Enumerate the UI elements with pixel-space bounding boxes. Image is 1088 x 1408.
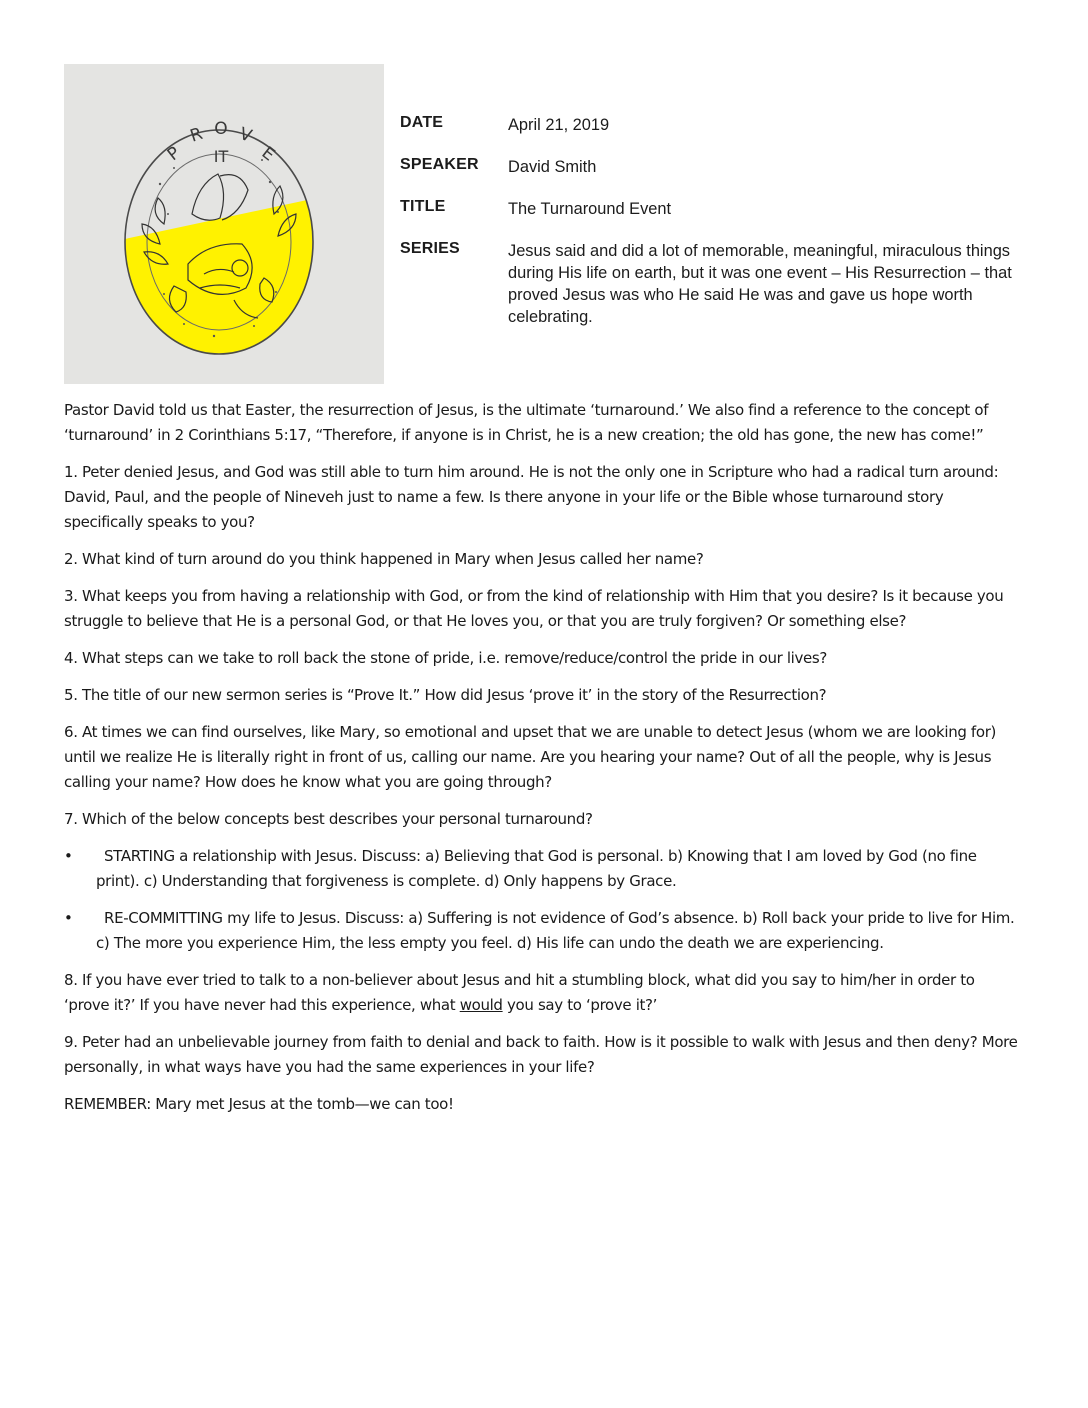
sermon-meta bbox=[400, 114, 1020, 326]
date-row bbox=[400, 114, 1020, 156]
closing-remember: REMEMBER: Mary met Jesus at the tomb—we can too! bbox=[64, 1095, 454, 1113]
question-3: 3. What keeps you from having a relationship with God, or from the kind of relationship with Him that you desire? Is it because you struggle to believe that He is a personal God, or that He loves you, or that you are truly forgiven? Or something else? bbox=[64, 587, 1004, 630]
intro-paragraph: Pastor David told us that Easter, the resurrection of Jesus, is the ultimate ‘turnaround.’ We also find a reference to the concept of ‘turnaround’ in 2 Corinthians 5:17, “Therefore, if anyone is in Christ, he is a new creation; the old has gone, the new has come!” bbox=[64, 401, 989, 444]
series-row bbox=[400, 240, 1020, 326]
series-label: SERIES bbox=[400, 240, 460, 257]
logo-letter: O bbox=[214, 119, 228, 139]
speaker-value: David Smith bbox=[508, 158, 597, 176]
prove-it-emblem-icon bbox=[64, 64, 384, 384]
logo-letter: V bbox=[236, 123, 255, 147]
speaker-row bbox=[400, 156, 1020, 198]
logo-letter: E bbox=[257, 142, 279, 166]
question-2: 2. What kind of turn around do you think happened in Mary when Jesus called her name? bbox=[64, 550, 704, 568]
question-7: 7. Which of the below concepts best describes your personal turnaround? bbox=[64, 810, 593, 828]
series-value: Jesus said and did a lot of memorable, meaningful, miraculous things during His life on earth, but it was one event – His Resurrection – that proved Jesus was who He said He was and gave us hope worth celebrating. bbox=[508, 242, 1012, 326]
question-8-underlined: would bbox=[459, 996, 503, 1014]
bullet-dot-icon: • bbox=[64, 847, 73, 865]
logo-letter: P bbox=[163, 143, 185, 166]
question-8-text: 8. If you have ever tried to talk to a non-believer about Jesus and hit a stumbling block, what did you say to him/her in order to ‘prove it?’ If you have never had this experience, what bbox=[64, 971, 975, 1014]
logo-it-text: IT bbox=[213, 147, 229, 166]
title-value: The Turnaround Event bbox=[508, 200, 672, 218]
date-label: DATE bbox=[400, 114, 444, 131]
question-5: 5. The title of our new sermon series is “Prove It.” How did Jesus ‘prove it’ in the story of the Resurrection? bbox=[64, 686, 827, 704]
question-6: 6. At times we can find ourselves, like Mary, so emotional and upset that we are unable to detect Jesus (whom we are looking for) until we realize He is literally right in front of us, calling our name. Are you hearing your name? Out of all the people, why is Jesus calling your name? How does he know what you are going through? bbox=[64, 723, 997, 791]
date-value: April 21, 2019 bbox=[508, 116, 610, 134]
speaker-label: SPEAKER bbox=[400, 156, 479, 173]
title-label: TITLE bbox=[400, 198, 446, 215]
question-1: 1. Peter denied Jesus, and God was still able to turn him around. He is not the only one in Scripture who had a radical turn around: David, Paul, and the people of Nineveh just to name a few. Is there anyone in your life or the Bible whose turnaround story specifically speaks to you? bbox=[64, 463, 999, 531]
sermon-header bbox=[64, 64, 1024, 384]
title-row bbox=[400, 198, 1020, 240]
question-4: 4. What steps can we take to roll back the stone of pride, i.e. remove/reduce/control the pride in our lives? bbox=[64, 649, 827, 667]
yellow-fill bbox=[64, 64, 384, 384]
question-8 bbox=[64, 968, 1024, 1018]
study-questions bbox=[64, 398, 1024, 1129]
logo-letter: R bbox=[187, 123, 206, 147]
prove-it-logo bbox=[64, 64, 384, 384]
bullet-text: STARTING a relationship with Jesus. Discuss: a) Believing that God is personal. b) Knowing that I am loved by God (no fine print). c) Understanding that forgiveness is complete. d) Only happens by Grace. bbox=[96, 847, 977, 890]
question-8-text-end: you say to ‘prove it?’ bbox=[502, 996, 658, 1014]
bullet-dot-icon: • bbox=[64, 909, 73, 927]
question-9: 9. Peter had an unbelievable journey from faith to denial and back to faith. How is it possible to walk with Jesus and then deny? More personally, in what ways have you had the same experiences in your life? bbox=[64, 1033, 1018, 1076]
bullet-recommitting bbox=[64, 906, 1024, 956]
bullet-starting bbox=[64, 844, 1024, 894]
bullet-text: RE-COMMITTING my life to Jesus. Discuss: a) Suffering is not evidence of God’s absence. b) Roll back your pride to live for Him. c) The more you experience Him, the less empty you feel. d) His life can undo the death we are experiencing. bbox=[96, 909, 1015, 952]
